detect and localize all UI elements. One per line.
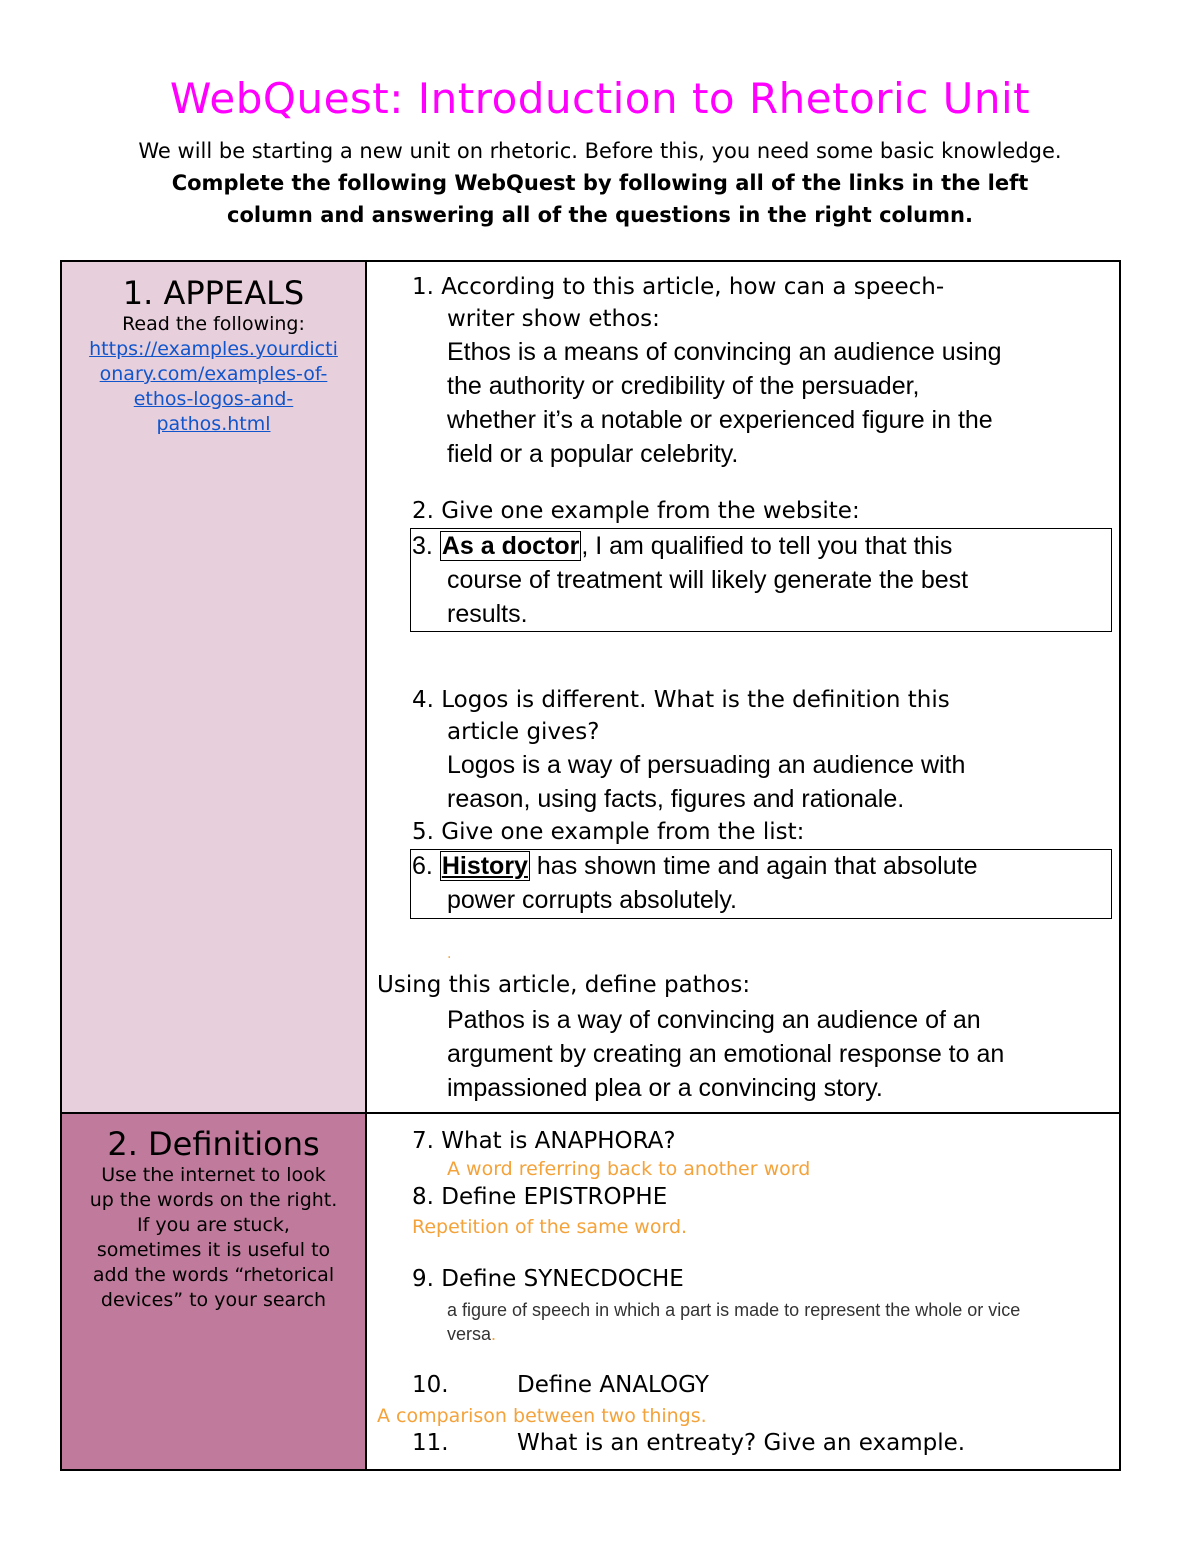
answer-4-line: Logos is a way of persuading an audience with: [447, 751, 966, 779]
example-6-line: [412, 852, 977, 881]
question-1-cont: writer show ethos:: [447, 306, 660, 332]
definitions-desc-line: Use the internet to look: [101, 1164, 326, 1186]
article-link-line[interactable]: onary.com/examples-of-: [99, 363, 328, 385]
question-7: 7. What is ANAPHORA?: [412, 1128, 676, 1154]
instruction-line-1: Complete the following WebQuest by following all of the links in the left: [171, 171, 1029, 195]
question-2: 2. Give one example from the website:: [412, 498, 860, 524]
stray-dot: .: [447, 946, 452, 962]
definitions-desc-line: up the words on the right.: [89, 1189, 338, 1211]
answer-7: A word referring back to another word: [447, 1158, 811, 1180]
answer-8: Repetition of the same word.: [412, 1216, 688, 1238]
definitions-desc-line: If you are stuck,: [137, 1214, 290, 1236]
question-10: Define ANALOGY: [517, 1372, 709, 1398]
question-4: 4. Logos is different. What is the definition this: [412, 687, 950, 713]
example-3-cont: results.: [447, 600, 528, 628]
read-following-label: Read the following:: [122, 313, 305, 335]
appeals-questions-cell: [367, 262, 1119, 1114]
answer-pathos-line: argument by creating an emotional response to an: [447, 1040, 1005, 1068]
definitions-desc-line: add the words “rhetorical: [92, 1264, 335, 1286]
example-3-number: 3.: [412, 532, 433, 560]
example-3-rest: , I am qualified to tell you that this: [581, 532, 953, 560]
article-link-line[interactable]: ethos-logos-and-: [133, 388, 294, 410]
example-3-bold: As a doctor: [441, 532, 580, 560]
example-6-cont: power corrupts absolutely.: [447, 886, 737, 914]
example-6-number: 6.: [412, 852, 433, 880]
definitions-title: 2. Definitions: [107, 1125, 320, 1163]
answer-9-end: versa: [447, 1324, 492, 1344]
definitions-desc-line: devices” to your search: [100, 1289, 327, 1311]
question-1: 1. According to this article, how can a speech-: [412, 274, 945, 300]
appeals-title: 1. APPEALS: [122, 274, 305, 312]
answer-9-dot: .: [491, 1324, 497, 1344]
question-9: 9. Define SYNECDOCHE: [412, 1266, 684, 1292]
definitions-desc-line: sometimes it is useful to: [96, 1239, 331, 1261]
answer-pathos-line: impassioned plea or a convincing story.: [447, 1074, 883, 1102]
answer-pathos-line: Pathos is a way of convincing an audience of an: [447, 1006, 981, 1034]
example-3-cont: course of treatment will likely generate the best: [447, 566, 969, 594]
question-8: 8. Define EPISTROPHE: [412, 1184, 668, 1210]
webquest-table: [60, 260, 1121, 1471]
question-11-number: 11.: [412, 1430, 449, 1456]
article-link-line[interactable]: https://examples.yourdicti: [89, 338, 338, 360]
definitions-description: [62, 1163, 365, 1313]
definitions-cell: [62, 1114, 367, 1469]
intro-block: [0, 135, 1200, 231]
answer-10: A comparison between two things.: [377, 1405, 707, 1427]
instruction-line-2: column and answering all of the questions in the right column.: [227, 203, 973, 227]
example-6-bold: History: [441, 852, 528, 880]
question-11: What is an entreaty? Give an example.: [517, 1430, 966, 1456]
answer-1-line: the authority or credibility of the persuader,: [447, 372, 920, 400]
page-title: WebQuest: Introduction to Rhetoric Unit: [169, 74, 1031, 123]
example-3-line: [412, 532, 952, 561]
example-6-rest: has shown time and again that absolute: [529, 852, 978, 880]
question-pathos: Using this article, define pathos:: [377, 972, 751, 998]
question-4-cont: article gives?: [447, 719, 600, 745]
article-link[interactable]: [62, 337, 365, 437]
article-link-line[interactable]: pathos.html: [156, 413, 271, 435]
answer-1-line: whether it’s a notable or experienced figure in the: [447, 406, 993, 434]
intro-line: We will be starting a new unit on rhetoric. Before this, you need some basic knowledge.: [138, 139, 1062, 163]
definitions-questions-cell: [367, 1114, 1119, 1469]
question-5: 5. Give one example from the list:: [412, 819, 805, 845]
question-10-number: 10.: [412, 1372, 449, 1398]
answer-4-line: reason, using facts, figures and rationale.: [447, 785, 905, 813]
answer-1-line: field or a popular celebrity.: [447, 440, 739, 468]
appeals-cell: [62, 262, 367, 1114]
answer-9-line: [447, 1324, 496, 1345]
answer-9-line: a figure of speech in which a part is made to represent the whole or vice: [447, 1300, 1021, 1320]
answer-1-line: Ethos is a means of convincing an audience using: [447, 338, 1002, 366]
